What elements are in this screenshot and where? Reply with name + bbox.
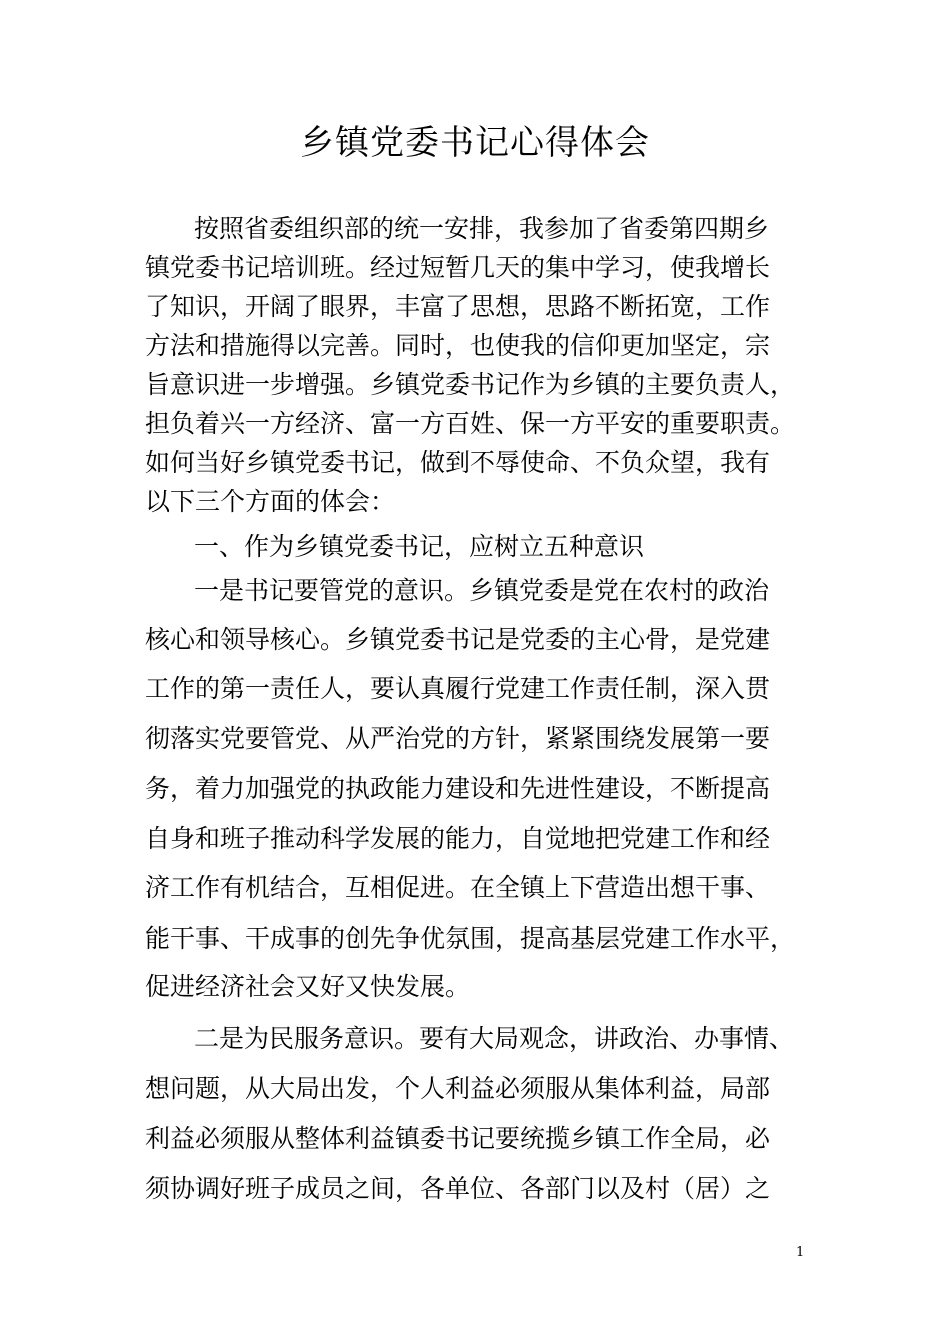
paragraph2-line-1: 一是书记要管党的意识。乡镇党委是党在农村的政治 bbox=[194, 576, 770, 605]
paragraph2-line-3: 工作的第一责任人，要认真履行党建工作责任制，深入贯 bbox=[145, 674, 771, 703]
paragraph3-line-3: 利益必须服从整体利益镇委书记要统揽乡镇工作全局，必 bbox=[145, 1124, 771, 1153]
paragraph3-line-4: 须协调好班子成员之间，各单位、各部门以及村（居）之 bbox=[145, 1174, 771, 1203]
paragraph2-line-2: 核心和领导核心。乡镇党委书记是党委的主心骨，是党建 bbox=[145, 625, 771, 654]
paragraph3-line-2: 想问题，从大局出发，个人利益必须服从集体利益，局部 bbox=[145, 1074, 771, 1103]
paragraph1-line-1: 按照省委组织部的统一安排，我参加了省委第四期乡 bbox=[194, 214, 770, 243]
paragraph1-line-5: 旨意识进一步增强。乡镇党委书记作为乡镇的主要负责人， bbox=[145, 370, 796, 399]
section-heading: 一、作为乡镇党委书记，应树立五种意识 bbox=[194, 532, 645, 561]
paragraph1-line-3: 了知识，开阔了眼界，丰富了思想，思路不断拓宽，工作 bbox=[145, 292, 771, 321]
paragraph1-line-4: 方法和措施得以完善。同时，也使我的信仰更加坚定，宗 bbox=[145, 331, 771, 360]
paragraph2-line-9: 促进经济社会又好又快发展。 bbox=[145, 972, 471, 1001]
paragraph2-line-4: 彻落实党要管党、从严治党的方针，紧紧围绕发展第一要 bbox=[145, 724, 771, 753]
paragraph2-line-5: 务，着力加强党的执政能力建设和先进性建设，不断提高 bbox=[145, 774, 771, 803]
page-number: 1 bbox=[796, 1245, 805, 1260]
paragraph1-line-7: 如何当好乡镇党委书记，做到不辱使命、不负众望，我有 bbox=[145, 448, 771, 477]
paragraph2-line-8: 能干事、干成事的创先争优氛围，提高基层党建工作水平， bbox=[145, 924, 796, 953]
paragraph3-line-1: 二是为民服务意识。要有大局观念，讲政治、办事情、 bbox=[194, 1024, 795, 1053]
paragraph1-line-2: 镇党委书记培训班。经过短暂几天的集中学习，使我增长 bbox=[145, 253, 771, 282]
paragraph2-line-7: 济工作有机结合，互相促进。在全镇上下营造出想干事、 bbox=[145, 873, 771, 902]
paragraph1-line-8: 以下三个方面的体会： bbox=[145, 487, 396, 516]
paragraph2-line-6: 自身和班子推动科学发展的能力，自觉地把党建工作和经 bbox=[145, 824, 771, 853]
paragraph1-line-6: 担负着兴一方经济、富一方百姓、保一方平安的重要职责。 bbox=[145, 409, 796, 438]
document-title: 乡镇党委书记心得体会 bbox=[300, 123, 650, 163]
